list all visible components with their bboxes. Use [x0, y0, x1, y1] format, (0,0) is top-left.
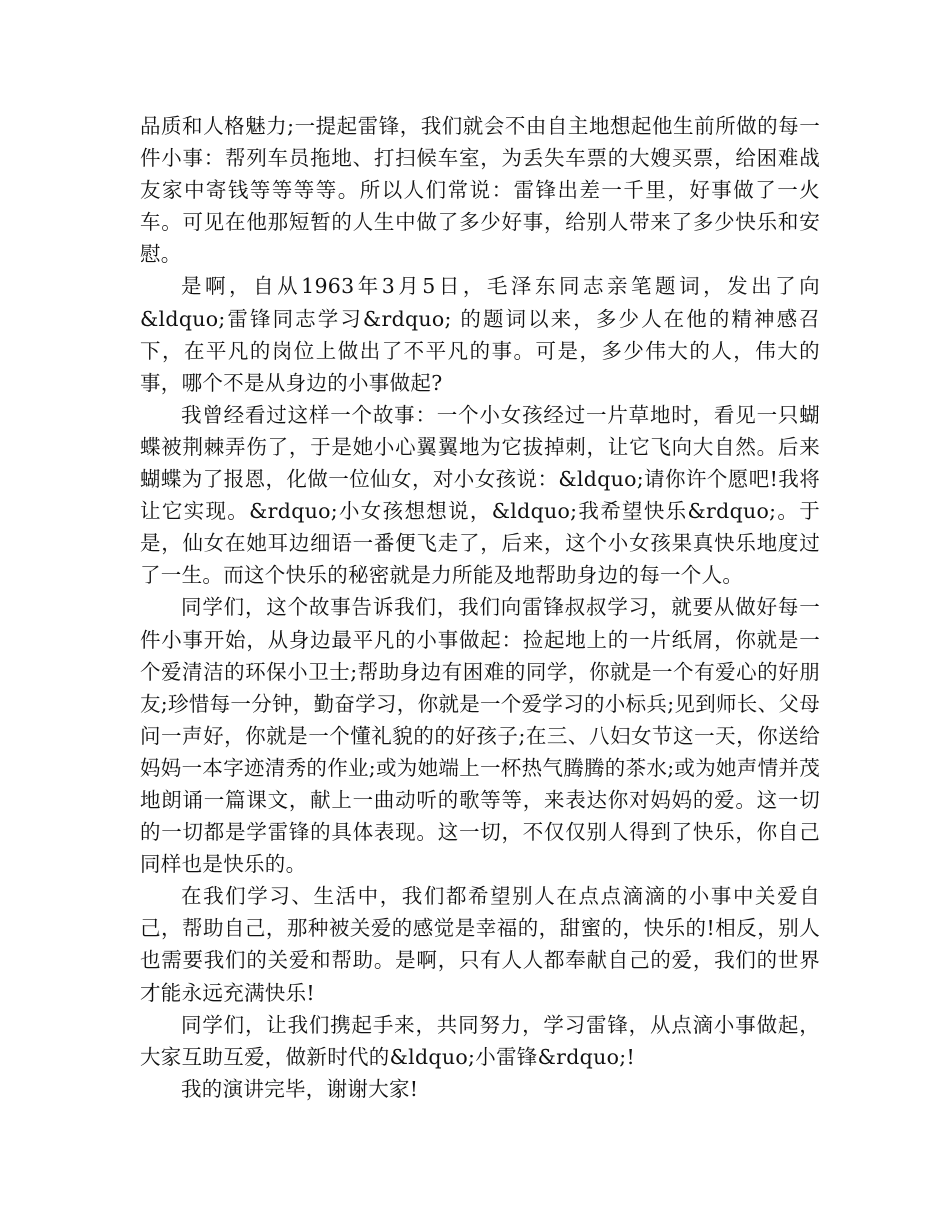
paragraph-closing: 我的演讲完毕，谢谢大家!: [181, 1076, 419, 1101]
paragraph-small-deeds: 同学们，这个故事告诉我们，我们向雷锋叔叔学习，就要从做好每一件小事开始，从身边最平凡的小事做起：捡起地上的一片纸屑，你就是一个爱清洁的环保小卫士;帮助身边有困难的同学，你就是一个有爱心的好朋友;珍惜每一分钟，勤奋学习，你就是一个爱学习的小标兵;见到师长、父母问一声好，你就是一个懂礼貌的的好孩子;在三、八妇女节这一天，你送给妈妈一本字迹清秀的作业;或为她端上一杯热气腾腾的茶水;或为她声情并茂地朗诵一篇课文，献上一曲动听的歌等等，来表达你对妈妈的爱。这一切的一切都是学雷锋的具体表现。这一切，不仅仅别人得到了快乐，你自己同样也是快乐的。: [140, 595, 821, 877]
document-body: [140, 110, 820, 1105]
paragraph-care-and-help: 在我们学习、生活中，我们都希望别人在点点滴滴的小事中关爱自己，帮助自己，那种被关爱的感觉是幸福的，甜蜜的，快乐的!相反，别人也需要我们的关爱和帮助。是啊，只有人人都奉献自己的爱，我们的世界才能永远充满快乐!: [140, 884, 820, 1005]
paragraph-lei-feng-inscription: 是啊，自从1963年3月5日，毛泽东同志亲笔题词，发出了向&ldquo;雷锋同志学习&rdquo; 的题词以来，多少人在他的精神感召下，在平凡的岗位上做出了不平凡的事。可是，多少伟大的人，伟大的事，哪个不是从身边的小事做起?: [140, 274, 820, 395]
paragraph-butterfly-story: 我曾经看过这样一个故事：一个小女孩经过一片草地时，看见一只蝴蝶被荆棘弄伤了，于是她小心翼翼地为它拔掉刺，让它飞向大自然。后来蝴蝶为了报恩，化做一位仙女，对小女孩说：&ldquo;请你许个愿吧!我将让它实现。&rdquo;小女孩想想说，&ldquo;我希望快乐&rdquo;。于是，仙女在她耳边细语一番便飞走了，后来，这个小女孩果真快乐地度过了一生。而这个快乐的秘密就是力所能及地帮助身边的每一个人。: [140, 402, 820, 588]
paragraph-call-to-action: 同学们，让我们携起手来，共同努力，学习雷锋，从点滴小事做起，大家互助互爱，做新时代的&ldquo;小雷锋&rdquo;!: [140, 1012, 820, 1069]
paragraph-continuation: 品质和人格魅力;一提起雷锋，我们就会不由自主地想起他生前所做的每一件小事：帮列车员拖地、打扫候车室，为丢失车票的大嫂买票，给困难战友家中寄钱等等等等。所以人们常说：雷锋出差一千里，好事做了一火车。可见在他那短暂的人生中做了多少好事，给别人带来了多少快乐和安慰。: [140, 114, 820, 267]
